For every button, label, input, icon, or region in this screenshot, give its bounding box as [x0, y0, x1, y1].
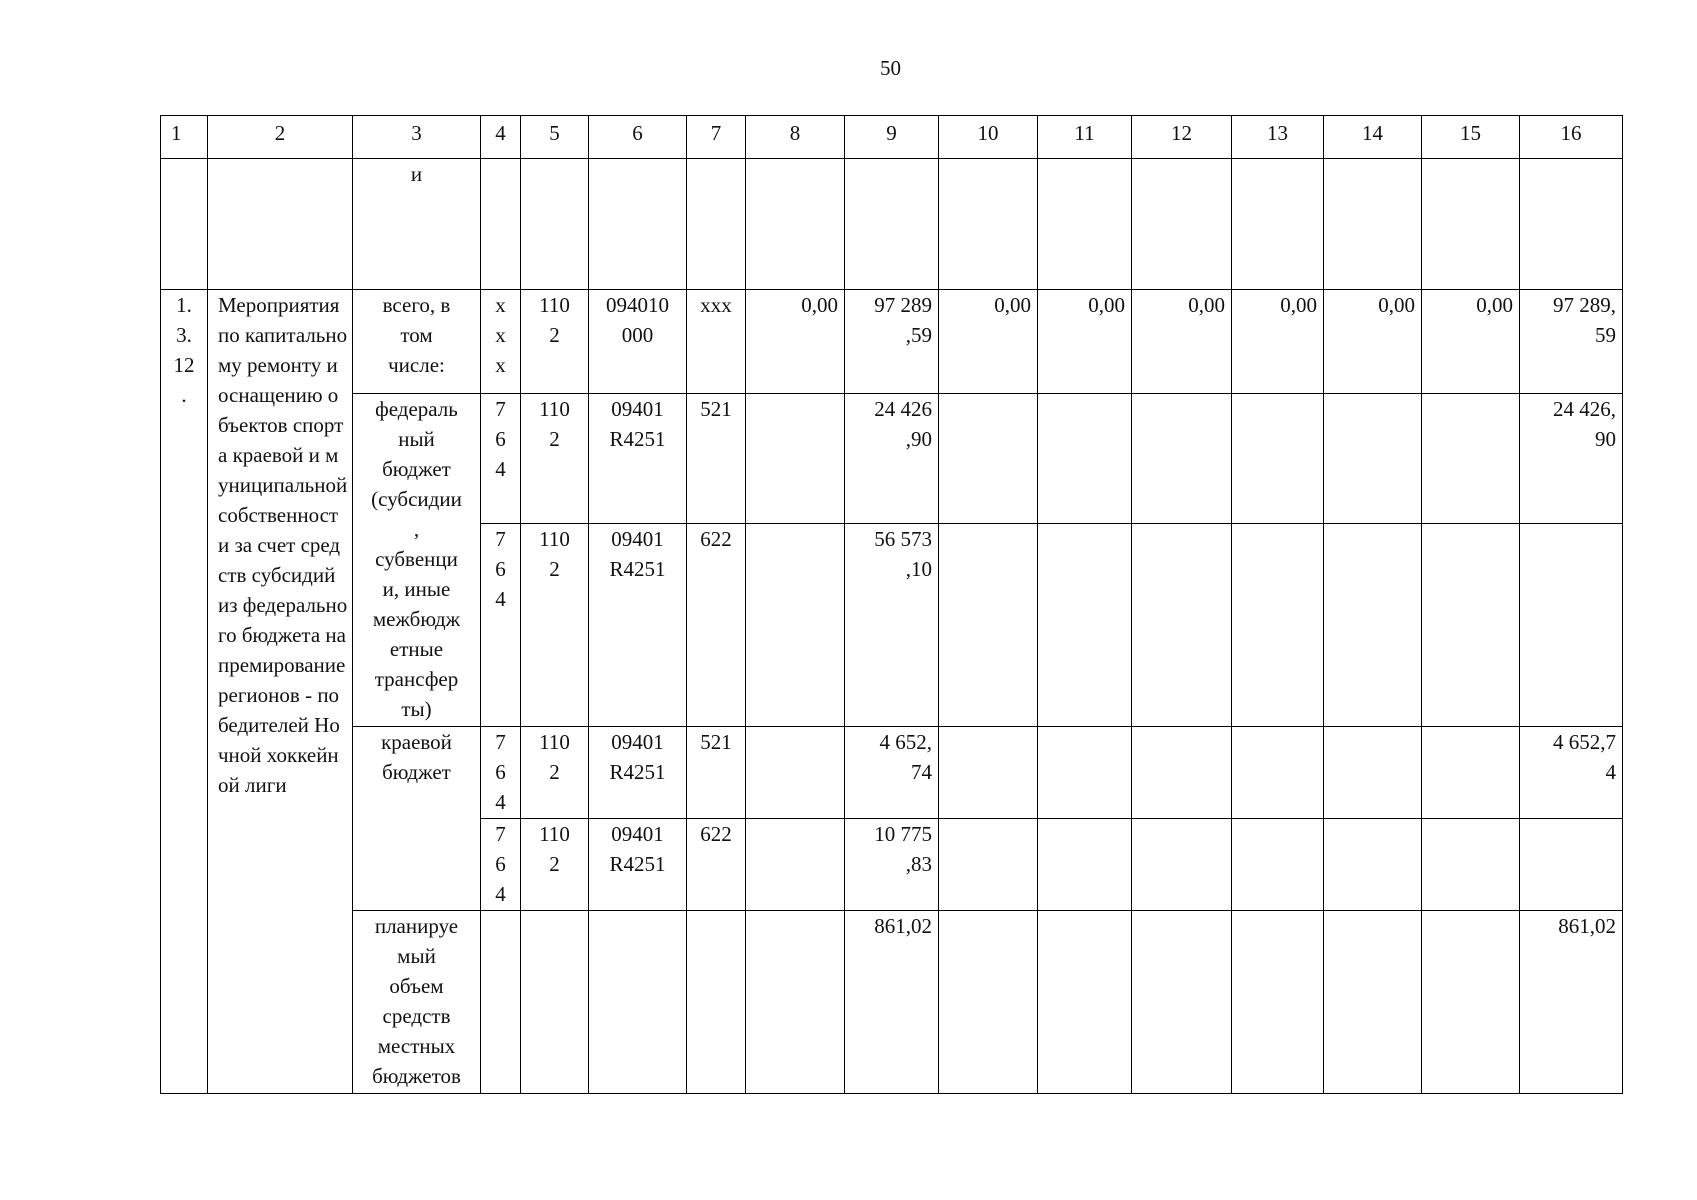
csr-code: 094010 000: [589, 290, 687, 394]
table-cell: [1132, 819, 1232, 911]
table-cell: [1422, 394, 1520, 524]
header-cell: 7: [687, 116, 746, 159]
table-cell: [1324, 394, 1422, 524]
value-col15: 0,00: [1422, 290, 1520, 394]
value-col8: 0,00: [746, 290, 845, 394]
table-cell: [939, 159, 1038, 290]
table-cell: [746, 727, 845, 819]
table-cell: [1422, 819, 1520, 911]
header-cell: 11: [1038, 116, 1132, 159]
table-cell: [1324, 727, 1422, 819]
header-cell: 4: [481, 116, 521, 159]
header-cell: 5: [521, 116, 589, 159]
value-col16: [1520, 819, 1623, 911]
table-cell: [1232, 159, 1324, 290]
table-cell: [1324, 911, 1422, 1094]
table-cell: [161, 159, 208, 290]
table-cell: [1232, 727, 1324, 819]
rzpr-code: 110 2: [521, 524, 589, 727]
table-cell: [746, 911, 845, 1094]
table-cell: [939, 727, 1038, 819]
table-cell: [746, 394, 845, 524]
table-cell: [746, 819, 845, 911]
table-cell: [746, 159, 845, 290]
table-cell: [1232, 394, 1324, 524]
table-cell: [1324, 524, 1422, 727]
rzpr-code: 110 2: [521, 394, 589, 524]
table-cell: [1132, 394, 1232, 524]
table-cell: [939, 911, 1038, 1094]
table-cell: [1422, 911, 1520, 1094]
value-col14: 0,00: [1324, 290, 1422, 394]
header-cell: 2: [208, 116, 353, 159]
measure-name: Мероприятия по капитальному ремонту и оснащению объектов спорта краевой и муниципальной собственности за счет средств субсидий из федерального бюджета на премирование регионов - победителей Ночной хоккейной лиги: [208, 290, 353, 1094]
header-cell: 12: [1132, 116, 1232, 159]
table-cell: [481, 911, 521, 1094]
rzpr-code: 110 2: [521, 727, 589, 819]
table-row-regional-521: [161, 727, 1623, 819]
vr-code: 622: [687, 819, 746, 911]
header-cell: 10: [939, 116, 1038, 159]
table-cell: [589, 159, 687, 290]
csr-code: 09401 R4251: [589, 727, 687, 819]
table-cell: [1038, 524, 1132, 727]
csr-code: 09401 R4251: [589, 524, 687, 727]
value-col12: 0,00: [1132, 290, 1232, 394]
value-col9: 56 573 ,10: [845, 524, 939, 727]
vr-code: 521: [687, 727, 746, 819]
table-cell: [521, 911, 589, 1094]
value-col16: 861,02: [1520, 911, 1623, 1094]
table-cell: [1232, 911, 1324, 1094]
table-cell: [1132, 911, 1232, 1094]
table-cell: [1324, 819, 1422, 911]
header-cell: 9: [845, 116, 939, 159]
header-cell: 13: [1232, 116, 1324, 159]
header-cell: 15: [1422, 116, 1520, 159]
vr-code: 622: [687, 524, 746, 727]
table-cell: [521, 159, 589, 290]
header-cell: 6: [589, 116, 687, 159]
table-cell: [687, 911, 746, 1094]
table-cell: [939, 394, 1038, 524]
header-cell: 14: [1324, 116, 1422, 159]
table-cell: [1232, 819, 1324, 911]
header-cell: 8: [746, 116, 845, 159]
budget-table: [160, 115, 1623, 1094]
continuation-text: и: [353, 159, 481, 290]
table-cell: [1038, 394, 1132, 524]
table-header-row: [161, 116, 1623, 159]
value-col9: 10 775 ,83: [845, 819, 939, 911]
value-col16: 97 289, 59: [1520, 290, 1623, 394]
table-cell: [1422, 524, 1520, 727]
value-col9: 861,02: [845, 911, 939, 1094]
rzpr-code: 110 2: [521, 290, 589, 394]
table-cell: [1422, 727, 1520, 819]
table-cell: [1132, 159, 1232, 290]
measure-number: 1. 3. 12 .: [161, 290, 208, 1094]
table-cell: [845, 159, 939, 290]
funding-source: федераль ный бюджет (субсидии , субвенци и, иные межбюдж етные трансфер ты): [353, 394, 481, 727]
rzpr-code: 110 2: [521, 819, 589, 911]
header-cell: 1: [161, 116, 208, 159]
grbs-code: х х х: [481, 290, 521, 394]
csr-code: 09401 R4251: [589, 394, 687, 524]
table-cell: [1132, 727, 1232, 819]
funding-source: всего, в том числе:: [353, 290, 481, 394]
table-cell: [746, 524, 845, 727]
table-cell: [1422, 159, 1520, 290]
grbs-code: 7 6 4: [481, 394, 521, 524]
table-cell: [1132, 524, 1232, 727]
funding-source: краевой бюджет: [353, 727, 481, 911]
table-cell: [1232, 524, 1324, 727]
value-col9: 24 426 ,90: [845, 394, 939, 524]
table-row-local: [161, 911, 1623, 1094]
table-cell: [1038, 727, 1132, 819]
table-row-total: [161, 290, 1623, 394]
header-cell: 16: [1520, 116, 1623, 159]
vr-code: 521: [687, 394, 746, 524]
table-cell: [1038, 911, 1132, 1094]
table-cell: [1038, 819, 1132, 911]
table-cell: [687, 159, 746, 290]
value-col13: 0,00: [1232, 290, 1324, 394]
page-number: 50: [880, 56, 901, 80]
value-col9: 4 652, 74: [845, 727, 939, 819]
grbs-code: 7 6 4: [481, 524, 521, 727]
table-row-federal-521: [161, 394, 1623, 524]
table-cell: [208, 159, 353, 290]
continuation-row: [161, 159, 1623, 290]
funding-source: планируе мый объем средств местных бюджетов: [353, 911, 481, 1094]
table-cell: [939, 819, 1038, 911]
value-col11: 0,00: [1038, 290, 1132, 394]
grbs-code: 7 6 4: [481, 819, 521, 911]
table-cell: [589, 911, 687, 1094]
table-cell: [939, 524, 1038, 727]
value-col16: 4 652,7 4: [1520, 727, 1623, 819]
value-col16: 24 426, 90: [1520, 394, 1623, 524]
grbs-code: 7 6 4: [481, 727, 521, 819]
table-cell: [1324, 159, 1422, 290]
header-cell: 3: [353, 116, 481, 159]
csr-code: 09401 R4251: [589, 819, 687, 911]
table-cell: [1520, 159, 1623, 290]
value-col10: 0,00: [939, 290, 1038, 394]
value-col9: 97 289 ,59: [845, 290, 939, 394]
vr-code: ххх: [687, 290, 746, 394]
value-col16: [1520, 524, 1623, 727]
table-cell: [1038, 159, 1132, 290]
table-cell: [481, 159, 521, 290]
